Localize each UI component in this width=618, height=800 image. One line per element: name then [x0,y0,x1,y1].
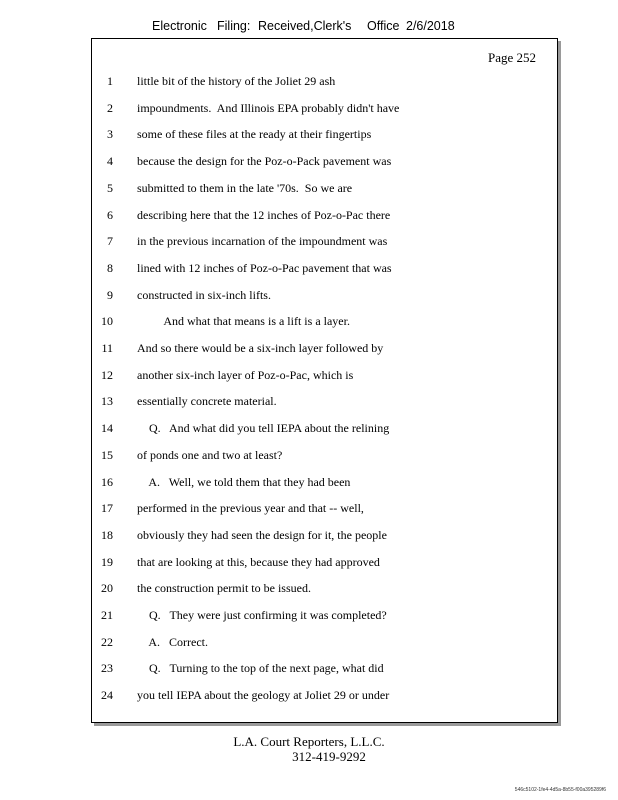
transcript-line [0,72,460,90]
transcript-line [0,499,460,517]
transcript-line [0,99,460,117]
line-text: that are looking at this, because they had approved [137,554,380,569]
transcript-line [0,473,460,491]
transcript-line [0,366,460,384]
transcript-line [0,633,460,651]
transcript-line [0,312,460,330]
line-text: because the design for the Poz-o-Pack pavement was [137,154,392,169]
transcript-line [0,286,460,304]
line-text: Q. Turning to the top of the next page, what did [137,661,384,676]
footer-company: L.A. Court Reporters, L.L.C. [233,734,385,749]
line-text: performed in the previous year and that -- well, [137,501,364,516]
transcript-line [0,125,460,143]
line-text: obviously they had seen the design for it, the people [137,527,387,542]
line-text: describing here that the 12 inches of Poz-o-Pac there [137,207,391,222]
transcript-line [0,179,460,197]
line-number: 5 [107,180,113,195]
line-text: A. Well, we told them that they had been [137,474,351,489]
line-text: Q. They were just confirming it was completed? [137,608,387,622]
line-text: A. Correct. [137,634,208,649]
transcript-line [0,392,460,410]
transcript-line [0,446,460,464]
line-number: 4 [107,154,113,169]
transcript-line [0,232,460,250]
line-text: the construction permit to be issued. [137,581,311,596]
header-word-office: Office [367,19,400,33]
line-number: 23 [101,661,113,676]
header-word-received: Received,Clerk's [258,19,352,33]
line-number: 10 [101,314,113,329]
line-number: 24 [101,688,113,703]
line-number: 3 [107,127,113,142]
document-id: 546c5102-1fe4-4d5a-8b55-f00a395289f6 [514,787,606,793]
transcript-line [0,606,460,624]
line-number: 19 [101,554,113,569]
header-word-filing: Filing: [217,19,251,33]
transcript-line [0,686,460,704]
line-number: 16 [101,474,113,489]
line-number: 20 [101,581,113,596]
line-number: 9 [107,287,113,302]
page-number: Page 252 [487,50,536,65]
footer [0,734,618,764]
line-text: Q. And what did you tell IEPA about the relining [137,421,390,436]
line-number: 8 [107,260,113,275]
line-number: 22 [101,634,113,649]
line-number: 12 [101,367,113,382]
line-text: essentially concrete material. [137,394,277,409]
transcript-line [0,339,460,357]
header-word-date: 2/6/2018 [406,19,455,33]
line-number: 17 [101,501,113,516]
line-number: 7 [107,234,113,249]
transcript-line [0,526,460,544]
line-text: constructed in six-inch lifts. [137,287,271,302]
line-text: And what that means is a lift is a layer. [137,314,350,329]
line-number: 1 [107,74,113,88]
line-text: in the previous incarnation of the impoundment was [137,234,388,249]
line-number: 18 [101,527,113,542]
transcript-line [0,206,460,224]
line-number: 6 [107,207,113,222]
line-number: 11 [101,341,113,355]
line-text: lined with 12 inches of Poz-o-Pac pavement that was [137,260,392,275]
line-text: some of these files at the ready at their fingertips [137,127,372,142]
footer-phone: 312-419-9292 [292,749,366,764]
line-number: 21 [101,608,113,622]
transcript-line [0,259,460,277]
line-text: impoundments. And Illinois EPA probably didn't have [137,100,400,115]
transcript-line [0,659,460,677]
line-text: you tell IEPA about the geology at Joliet 29 or under [137,688,390,703]
filing-header [0,19,618,39]
transcript-line [0,553,460,571]
line-text: And so there would be a six-inch layer followed by [137,341,384,355]
line-number: 15 [101,447,113,462]
transcript-line [0,419,460,437]
transcript-line [0,579,460,597]
line-text: another six-inch layer of Poz-o-Pac, which is [137,367,354,382]
line-number: 13 [101,394,113,409]
line-text: submitted to them in the late '70s. So we are [137,180,353,195]
transcript-line [0,152,460,170]
header-word-electronic: Electronic [152,19,207,33]
line-text: of ponds one and two at least? [137,447,283,462]
line-text: little bit of the history of the Joliet 29 ash [137,74,336,88]
line-number: 14 [101,421,113,436]
line-number: 2 [107,100,113,115]
